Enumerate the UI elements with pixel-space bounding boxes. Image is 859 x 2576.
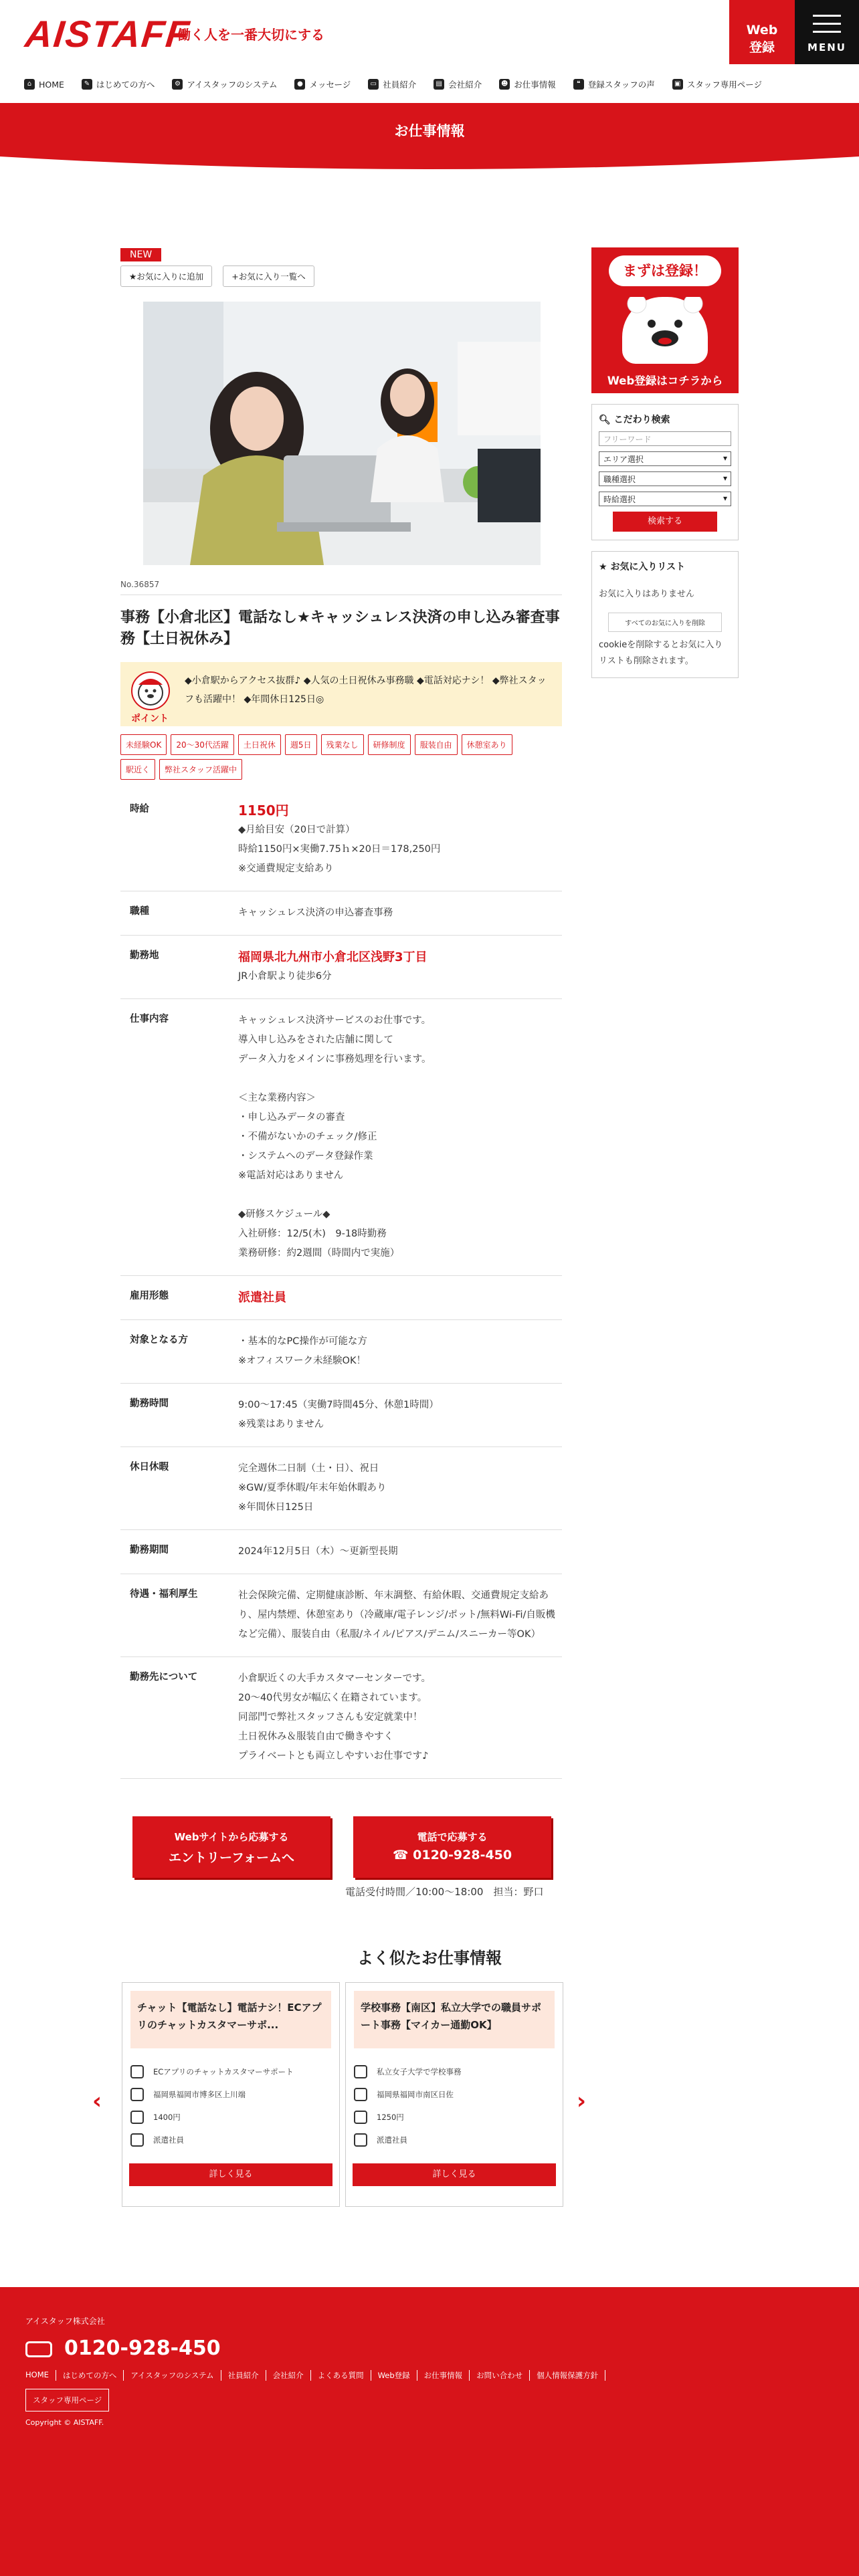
detail-value: 完全週休二日制（土・日）、祝日 ※GW/夏季休暇/年末年始休暇あり ※年間休日125日 (238, 1463, 387, 1513)
freedial-icon (25, 2341, 52, 2357)
feature-tag: 未経験OK (120, 734, 167, 755)
fav-cookie-note: cookieを削除するとお気に入りリストも削除されます。 (599, 640, 723, 666)
footer-staff-page-button[interactable]: スタッフ専用ページ (25, 2389, 109, 2411)
mascot-icon (131, 671, 170, 710)
detail-value: 9:00〜17:45（実働7時間45分、休憩1時間） ※残業はありません (238, 1400, 439, 1430)
nav-staff-page[interactable] (672, 78, 762, 90)
apply-tel-sub: 電話で応募する (417, 1831, 488, 1843)
yen-icon (354, 2111, 367, 2124)
card-company: ECアプリのチャットカスタマーサポート (153, 2067, 294, 2076)
freedial-icon: ☎ (392, 1848, 413, 1862)
handshake-icon (354, 2133, 367, 2147)
banner-curve (0, 156, 859, 193)
point-text: ◆小倉駅からアクセス抜群♪ ◆人気の土日祝休み事務職 ◆電話対応ナシ！ ◆弊社スタッフも活躍中！ ◆年間休日125日◎ (185, 675, 547, 705)
detail-value: ◆月給目安（20日で計算） 時給1150円×実働7.75ｈ×20日＝178,250円 ※交通費規定支給あり (238, 825, 441, 874)
apply-web-button[interactable] (132, 1816, 330, 1878)
chat-bubble-icon: ● (294, 79, 305, 90)
card-more-button[interactable]: 詳しく見る (129, 2163, 332, 2186)
detail-key: 勤務地 (130, 950, 159, 961)
job-number: No.36857 (120, 580, 562, 595)
similar-job-card[interactable] (345, 1982, 563, 2207)
footer-link[interactable]: はじめての方へ (56, 2370, 124, 2381)
people-icon: ☻ (499, 79, 510, 90)
detail-row-workplace (120, 1657, 562, 1779)
footer-link[interactable]: 会社紹介 (266, 2370, 311, 2381)
fav-title: お気に入りリスト (610, 562, 686, 572)
feature-tag: 休憩室あり (462, 734, 512, 755)
job-title: 事務【小倉北区】電話なし★キャッシュレス決済の申し込み審査事務【土日祝休み】 (120, 609, 560, 647)
feature-tag: 研修制度 (368, 734, 411, 755)
feature-tag: 残業なし (321, 734, 364, 755)
footer-link[interactable]: HOME (25, 2370, 56, 2381)
favorite-list-button[interactable]: +お気に入り一覧へ (223, 265, 314, 287)
detail-row-hours (120, 1384, 562, 1447)
detail-value: ・基本的なPC操作が可能な方 ※オフィスワーク未経験OK！ (238, 1336, 367, 1366)
favorite-actions (120, 265, 562, 287)
detail-row-jobtype (120, 891, 562, 936)
location-value: 福岡県北九州市小倉北区浅野3丁目 (238, 950, 427, 964)
detail-value: 小倉駅近くの大手カスタマーセンターです。 20〜40代男女が幅広く在籍されています。 同部門で弊社スタッフさんも安定就業中！ 土日祝休み＆服装自由で働きやすく プライベートとも両立しやすいお仕事です♪ (238, 1673, 431, 1761)
nav-staff-intro[interactable] (368, 78, 416, 90)
nav-staff-voice[interactable] (573, 78, 655, 90)
detail-value: JR小倉駅より徒歩6分 (238, 971, 332, 982)
detail-key: 勤務先について (130, 1672, 198, 1683)
jobtype-select[interactable]: 職種選択 ▾ (599, 471, 731, 486)
card-place: 福岡県福岡市博多区上川端 (153, 2090, 246, 2099)
search-title: こだわり検索 (613, 415, 670, 425)
feature-tag: 弊社スタッフ活躍中 (159, 759, 242, 780)
detail-row-target (120, 1320, 562, 1384)
feature-tag: 20〜30代活躍 (171, 734, 234, 755)
site-logo[interactable]: AISTAFF (23, 13, 193, 55)
detail-key: 雇用形態 (130, 1291, 169, 1301)
detail-row-description (120, 999, 562, 1276)
site-header (0, 0, 859, 66)
card-company: 私立女子大学で学校事務 (377, 2067, 462, 2076)
carousel-prev-icon[interactable]: ‹ (92, 2088, 102, 2115)
nav-label: メッセージ (309, 80, 351, 90)
card-type: 派遣社員 (153, 2135, 184, 2145)
footer-link[interactable]: よくある質問 (311, 2370, 371, 2381)
similar-heading: よく似たお仕事情報 (357, 1949, 502, 1967)
menu-label: MENU (807, 41, 846, 53)
wage-select[interactable]: 時給選択 ▾ (599, 492, 731, 506)
search-icon: 🔍︎ (599, 415, 614, 425)
detail-key: 勤務時間 (130, 1398, 169, 1409)
nav-label: 会社紹介 (448, 80, 482, 90)
global-nav (0, 66, 859, 103)
building-icon (130, 2065, 144, 2078)
yen-icon (130, 2111, 144, 2124)
apply-web-main: エントリーフォームへ (168, 1850, 295, 1865)
detail-value: 2024年12月5日（木）〜更新型長期 (238, 1546, 398, 1557)
nav-label: 登録スタッフの声 (587, 80, 655, 90)
map-pin-icon (354, 2088, 367, 2101)
detail-row-period (120, 1530, 562, 1574)
employment-value: 派遣社員 (238, 1291, 286, 1305)
point-box (120, 662, 562, 726)
building-icon: ▤ (434, 79, 444, 90)
menu-button[interactable] (795, 0, 859, 64)
detail-key: 待遇・福利厚生 (130, 1589, 198, 1600)
sidebar (591, 247, 739, 678)
feature-tags (120, 734, 542, 780)
card-wage: 1400円 (153, 2113, 181, 2122)
web-register-label-2: 登録 (749, 40, 775, 55)
detail-row-benefits (120, 1574, 562, 1657)
nav-message[interactable] (294, 78, 351, 90)
web-register-button[interactable] (729, 0, 795, 64)
lock-icon: ▣ (672, 79, 683, 90)
nav-label: お仕事情報 (514, 80, 556, 90)
feature-tag: 土日祝休 (238, 734, 281, 755)
banner-bubble: まずは登録！ (609, 255, 721, 286)
new-badge: NEW (120, 248, 161, 261)
bear-mascot-icon (622, 297, 708, 364)
footer-link[interactable]: アイスタッフのシステム (124, 2370, 221, 2381)
home-icon: ⌂ (24, 79, 35, 90)
detail-row-location (120, 936, 562, 999)
gear-icon: ⚙ (172, 79, 183, 90)
detail-key: 仕事内容 (130, 1014, 169, 1025)
detail-row-wage (120, 789, 562, 891)
footer-link[interactable]: お仕事情報 (417, 2370, 470, 2381)
hamburger-icon (813, 15, 841, 39)
detail-value: キャッシュレス決済の申込審査事務 (238, 907, 393, 918)
web-register-banner[interactable] (591, 247, 739, 393)
page-title: お仕事情報 (394, 123, 465, 139)
footer-link[interactable]: 社員紹介 (221, 2370, 266, 2381)
detail-row-holidays (120, 1447, 562, 1530)
handshake-icon (130, 2133, 144, 2147)
nav-label: アイスタッフのシステム (187, 80, 278, 90)
area-select[interactable]: エリア選択 ▾ (599, 451, 731, 466)
nav-system[interactable] (172, 78, 277, 90)
office-scene-illustration (143, 302, 541, 565)
detail-value: キャッシュレス決済サービスのお仕事です。 導入申し込みをされた店舗に関して データ入力をメインに事務処理を行います。 ＜主な業務内容＞ ・申し込みデータの審査 ・不備がないかのチェック/修正 ・システムへのデータ登録作業 ※電話対応はありません ◆研修スケジュール◆ 入社研修：12/5(木) 9-18時勤務 業務研修：約2週間（時間内で実施） (238, 1015, 432, 1259)
card-wage: 1250円 (377, 2113, 404, 2122)
card-more-button[interactable]: 詳しく見る (353, 2163, 556, 2186)
map-pin-icon (130, 2088, 144, 2101)
search-box (591, 404, 739, 540)
footer-links (25, 2370, 605, 2381)
nav-label: HOME (39, 79, 64, 90)
point-label: ポイント (131, 714, 169, 724)
footer-company: アイスタッフ株式会社 (25, 2317, 105, 2326)
nav-label: スタッフ専用ページ (686, 80, 763, 90)
feature-tag: 週5日 (285, 734, 317, 755)
web-register-label-1: Web (746, 23, 778, 37)
apply-buttons (132, 1816, 562, 1878)
star-icon: ★ (599, 562, 611, 572)
card-title: チャット【電話なし】電話ナシ！ECアプリのチャットカスタマーサポ... (130, 1991, 331, 2048)
feature-tag: 服装自由 (415, 734, 458, 755)
detail-row-employment (120, 1276, 562, 1320)
feature-tag: 駅近く (120, 759, 155, 780)
leaf-icon: ✎ (82, 79, 92, 90)
detail-key: 時給 (130, 804, 149, 815)
detail-key: 職種 (130, 906, 149, 917)
fav-empty-text: お気に入りはありません (599, 589, 695, 599)
carousel-next-icon[interactable]: › (577, 2088, 587, 2115)
footer-link[interactable]: Web登録 (371, 2370, 417, 2381)
tel-hours-note: 電話受付時間／10:00〜18:00 担当：野口 (345, 1886, 544, 1898)
similar-cards (122, 1982, 563, 2207)
apply-tel-button[interactable] (353, 1816, 551, 1878)
footer-tel[interactable]: 0120-928-450 (64, 2337, 221, 2360)
add-favorite-button[interactable]: ★お気に入りに追加 (120, 265, 212, 287)
job-details-table (120, 789, 562, 1779)
apply-tel-number: 0120-928-450 (413, 1848, 512, 1862)
nav-label: 社員紹介 (383, 80, 417, 90)
card-title: 学校事務【南区】私立大学での職員サポート事務【マイカー通勤OK】 (354, 1991, 555, 2048)
speech-icon: ❝ (573, 79, 584, 90)
nav-company[interactable] (434, 78, 482, 90)
similar-jobs (0, 1945, 859, 2179)
job-photo (143, 302, 541, 565)
footer-link[interactable]: お問い合わせ (470, 2370, 530, 2381)
job-detail (120, 247, 562, 1899)
detail-key: 対象となる方 (130, 1335, 188, 1346)
delete-all-favorites-button[interactable]: すべてのお気に入りを削除 (608, 613, 722, 632)
nav-beginners[interactable] (82, 78, 155, 90)
detail-value: 社会保険完備、定期健康診断、年末調整、有給休暇、交通費規定支給あり、屋内禁煙、休憩室あり（冷蔵庫/電子レンジ/ポット/無料Wi-Fi/自販機など完備）、服装自由（私服/ネイル/ピアス/デニム/スニーカー等OK） (238, 1590, 555, 1640)
favorite-list-box (591, 551, 739, 678)
nav-jobs[interactable] (499, 78, 556, 90)
tagline: 働く人を一番大切にする (177, 27, 324, 43)
nav-home[interactable] (24, 79, 64, 90)
similar-job-card[interactable] (122, 1982, 340, 2207)
building-icon (354, 2065, 367, 2078)
detail-key: 休日休暇 (130, 1462, 169, 1473)
search-button[interactable]: 検索する (613, 512, 717, 532)
freeword-input[interactable]: フリーワード (599, 431, 731, 446)
nav-label: はじめての方へ (96, 80, 155, 90)
detail-key: 勤務期間 (130, 1545, 169, 1555)
wage-value: 1150円 (238, 802, 289, 819)
card-place: 福岡県福岡市南区日佐 (377, 2090, 454, 2099)
apply-web-sub: Webサイトから応募する (174, 1831, 289, 1843)
card-type: 派遣社員 (377, 2135, 407, 2145)
id-card-icon: ▭ (368, 79, 379, 90)
footer-link[interactable]: 個人情報保護方針 (530, 2370, 605, 2381)
page-banner (0, 103, 859, 193)
banner-cta: Web登録はコチラから (607, 374, 723, 387)
copyright: Copyright © AISTAFF. (25, 2418, 104, 2427)
site-footer (0, 2287, 859, 2576)
